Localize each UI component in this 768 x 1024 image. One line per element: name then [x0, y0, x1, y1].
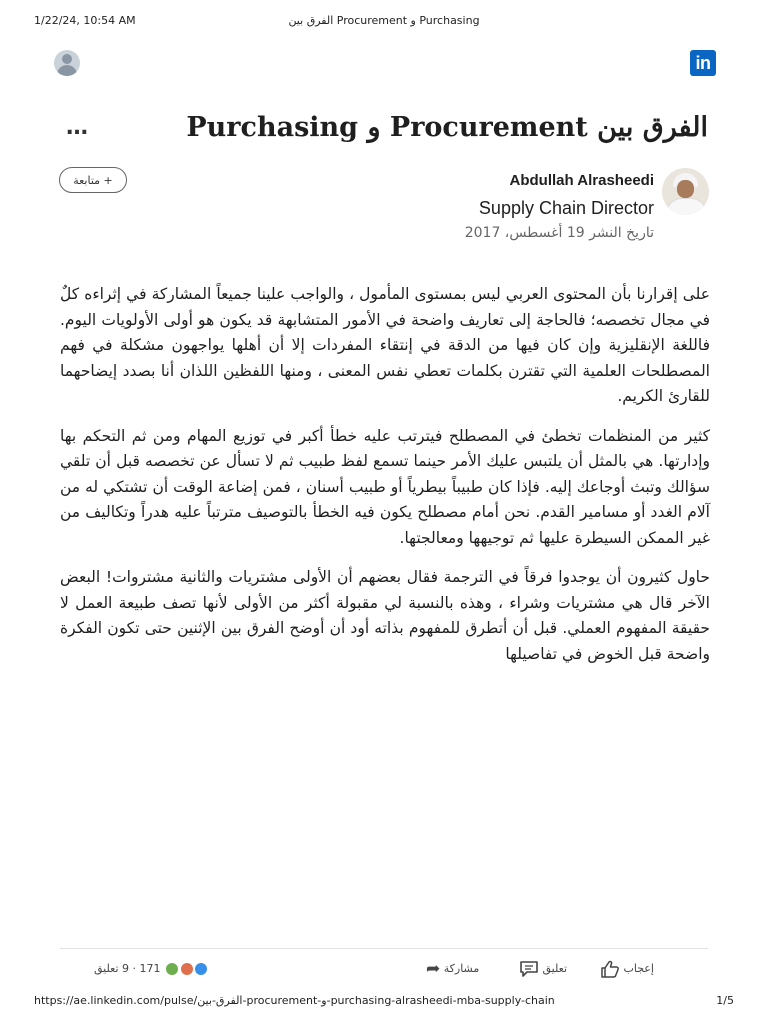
- follow-button[interactable]: + متابعة: [59, 167, 127, 193]
- article-body: [60, 282, 710, 681]
- print-document-title: الفرق بين Procurement و Purchasing: [288, 14, 480, 27]
- user-avatar-icon[interactable]: [54, 50, 80, 76]
- comment-button[interactable]: [519, 958, 567, 982]
- social-divider: [60, 948, 708, 949]
- like-label: إعجاب: [623, 962, 654, 975]
- linkedin-logo-icon[interactable]: in: [690, 50, 716, 76]
- thumbs-up-icon: [600, 959, 620, 979]
- love-reaction-icon: [180, 962, 194, 976]
- print-url: https://ae.linkedin.com/pulse/الفرق-بين-procurement-و-purchasing-alrasheedi-mba-supply-chain: [34, 994, 555, 1007]
- reaction-counts[interactable]: [94, 958, 208, 982]
- social-action-bar: [60, 958, 708, 982]
- celebrate-reaction-icon: [165, 962, 179, 976]
- comment-bubble-icon: [519, 959, 539, 979]
- article-paragraph: على إقرارنا بأن المحتوى العربي ليس بمستوى المأمول ، والواجب علينا جميعاً المشاركة في إثراءه كلٌ في مجال تخصصه؛ فالحاجة إلى تعاريف واضحة في الأمور المتشابهة قد يكون هو أولى الأولويات اليوم. فاللغة الإنقليزية وإن كان فيها من الدقة في إنتقاء المفردات إلا أن أهلها يواجهون مشكلة في فهم المصطلحات العلمية التي تقترن بكلمات تعطي نفس المعنى ، ومنها اللفظين اللذان أنا بصدد إيضاحهما للقارئ الكريم.: [60, 285, 710, 405]
- article-paragraph: كثير من المنظمات تخطئ في المصطلح فيترتب عليه خطأ أكبر في توزيع المهام ومن ثم التحكم بها وإدارتها. هي بالمثل أن يلتبس عليك الأمر حينما تسمع لفظ طبيب ثم لا تسأل عن تخصصه قبل أن تلقي سؤالك وتبث أوجاعك إليه. فإذا كان طبيباً بيطرياً أو طبيب أسنان ، فمن إضاعة الوقت أن تشتكي له من آلام الغدد أو مسامير القدم. نحن أمام مصطلح يكون فيه الخطأ بالتوصيف مترتباً عليه هدراً وتكاليف من غير الممكن السيطرة عليها ثم توجيهها ومعالجتها.: [60, 426, 710, 547]
- author-name[interactable]: Abdullah Alrasheedi: [509, 172, 654, 189]
- publish-date: تاريخ النشر 19 أغسطس، 2017: [464, 225, 654, 241]
- reaction-comment-count: 171 · 9 تعليق: [94, 962, 161, 975]
- author-avatar[interactable]: [662, 168, 709, 215]
- share-label: مشاركة: [443, 962, 480, 975]
- print-page-indicator: 1/5: [716, 994, 734, 1007]
- article-paragraph: حاول كثيرون أن يوجدوا فرقاً في الترجمة فقال بعضهم أن الأولى مشتريات والثانية مشتروات! البعض الآخر قال هي مشتريات وشراء ، وهذه بالنسبة لي مقبولة أكثر من الأولى لأنها تصف طبيعة العمل لا حقيقة المفهوم العملي. قبل أن أتطرق للمفهوم بذاته أود أن أوضح الفرق بين الإثنين حتى تكون الفكرة واضحة قبل الخوض في تفاصيلها: [60, 568, 710, 663]
- more-options-icon[interactable]: …: [66, 115, 89, 140]
- print-timestamp: 1/22/24, 10:54 AM: [34, 14, 136, 27]
- share-arrow-icon: ➦: [426, 959, 441, 979]
- comment-label: تعليق: [542, 962, 568, 975]
- like-reaction-icon: [194, 962, 208, 976]
- author-role: Supply Chain Director: [478, 198, 654, 218]
- share-button[interactable]: [426, 958, 479, 982]
- like-button[interactable]: [600, 958, 654, 982]
- article-title: الفرق بين Procurement و Purchasing: [186, 112, 708, 143]
- print-footer: [34, 994, 734, 1010]
- print-header: [34, 14, 734, 30]
